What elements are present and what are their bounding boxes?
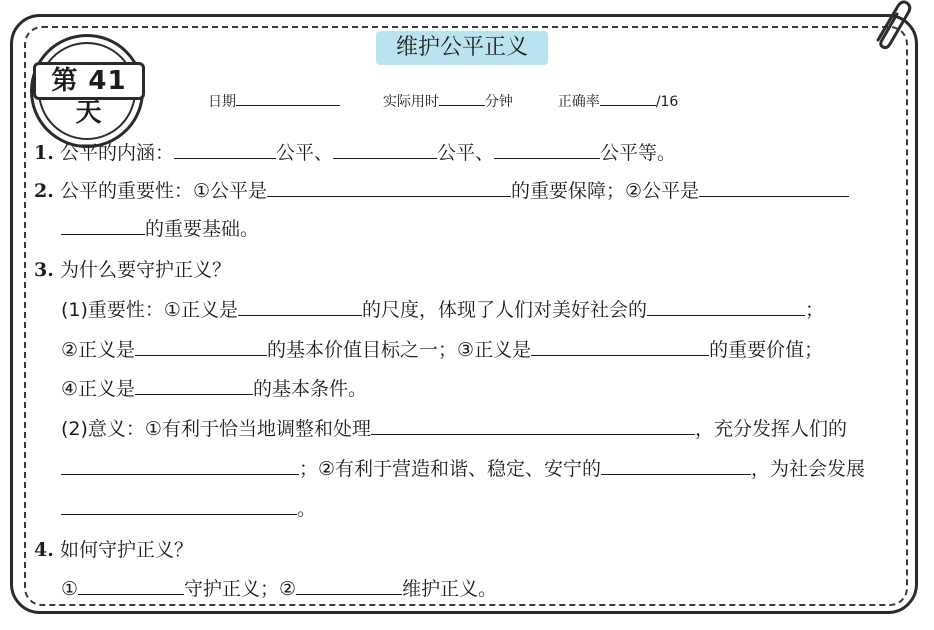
question-text: ，为社会发展: [751, 458, 866, 480]
question-3-line-4: [34, 414, 847, 443]
question-4: [34, 536, 193, 564]
question-3: [34, 256, 231, 284]
answer-suffix: 公平、: [437, 142, 495, 164]
time-label: 实际用时: [382, 94, 439, 110]
answer-blank[interactable]: [135, 374, 253, 395]
question-text: ①: [61, 578, 79, 600]
question-number: 3.: [34, 259, 54, 281]
question-text: 的重要价值；: [709, 339, 824, 361]
question-text: ，充分发挥人们的: [694, 418, 847, 440]
question-stem: 公平的内涵：: [60, 142, 175, 164]
paperclip-icon: [868, 0, 912, 54]
question-3-line-2: [34, 335, 823, 364]
question-3-line-3: [34, 374, 367, 403]
question-text: 的重要基础。: [145, 218, 260, 240]
question-3-line-1: [34, 295, 824, 324]
question-number: 1.: [34, 142, 54, 164]
accuracy-total: /16: [655, 94, 679, 110]
question-stem: 公平的重要性：①公平是: [60, 180, 268, 202]
answer-blank[interactable]: [494, 138, 600, 159]
question-3-line-6: [34, 494, 316, 523]
answer-blank[interactable]: [333, 138, 437, 159]
question-text: 的尺度，体现了人们对美好社会的: [361, 299, 647, 321]
question-text: 。: [297, 498, 317, 520]
question-text: 的基本条件。: [253, 378, 368, 400]
question-4-answer: [34, 574, 497, 603]
answer-blank[interactable]: [699, 176, 849, 197]
page-title: 维护公平正义: [376, 31, 548, 65]
date-blank[interactable]: [236, 89, 340, 106]
question-1: [34, 138, 676, 167]
question-number: 2.: [34, 180, 54, 202]
answer-suffix: 公平等。: [600, 142, 677, 164]
answer-suffix: 公平、: [276, 142, 334, 164]
day-badge: 第 41 天: [33, 62, 145, 100]
accuracy-blank[interactable]: [600, 89, 656, 106]
info-row: [208, 89, 678, 112]
answer-blank[interactable]: [601, 454, 751, 475]
answer-blank[interactable]: [371, 414, 695, 435]
question-text: 守护正义；②: [184, 578, 297, 600]
question-3-line-5: [34, 454, 865, 483]
answer-blank[interactable]: [296, 574, 402, 595]
date-label: 日期: [208, 94, 236, 110]
answer-blank[interactable]: [78, 574, 184, 595]
answer-blank[interactable]: [267, 176, 511, 197]
question-text: 的基本价值目标之一；③正义是: [267, 339, 532, 361]
question-number: 4.: [34, 539, 54, 561]
question-text: (1)重要性：①正义是: [61, 299, 238, 321]
question-2: [34, 176, 849, 205]
question-text: 的重要保障；②公平是: [511, 180, 700, 202]
question-text: ②正义是: [61, 339, 136, 361]
answer-blank[interactable]: [647, 295, 805, 316]
answer-blank[interactable]: [531, 335, 709, 356]
question-stem: 为什么要守护正义？: [60, 259, 232, 281]
question-text: ④正义是: [61, 378, 136, 400]
answer-blank[interactable]: [61, 494, 297, 515]
answer-blank[interactable]: [61, 454, 299, 475]
answer-blank[interactable]: [238, 295, 362, 316]
time-blank[interactable]: [439, 89, 485, 106]
question-2-cont: [34, 214, 259, 243]
question-text: (2)意义：①有利于恰当地调整和处理: [61, 418, 371, 440]
accuracy-label: 正确率: [557, 94, 600, 110]
answer-blank[interactable]: [61, 214, 145, 235]
question-stem: 如何守护正义？: [60, 539, 194, 561]
question-text: ；: [804, 299, 824, 321]
answer-blank[interactable]: [135, 335, 267, 356]
time-unit: 分钟: [484, 94, 513, 110]
answer-blank[interactable]: [174, 138, 276, 159]
question-text: ；②有利于营造和谐、稳定、安宁的: [299, 458, 602, 480]
question-text: 维护正义。: [402, 578, 498, 600]
